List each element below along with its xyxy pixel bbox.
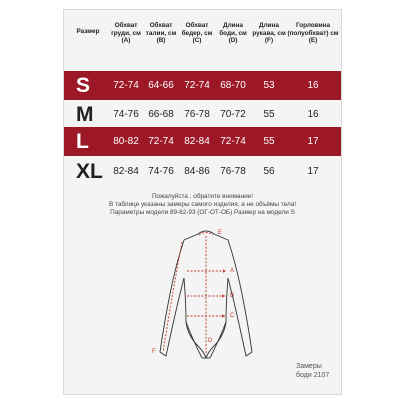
label-c: C	[230, 313, 235, 319]
note-attention: Пожалуйста , обратите внимание!	[151, 193, 254, 200]
header-size: Размер	[76, 28, 100, 35]
caption-line2: боди 2107	[296, 372, 330, 379]
cell-sleeve-length: 56	[263, 166, 275, 177]
cell-hips: 72-74	[184, 80, 210, 91]
note-model-parameters: Параметры модели 89-62-93 (ОГ-ОТ-ОБ) Размер на модели S	[110, 209, 295, 216]
header-chest: Обхват груди, см (A)	[111, 22, 141, 45]
table-row	[64, 100, 341, 129]
cell-neckline: 16	[307, 80, 319, 91]
label-d: D	[208, 338, 213, 344]
cell-neckline: 17	[307, 166, 319, 177]
bodysuit-outline-icon	[146, 224, 320, 374]
cell-waist: 66-68	[148, 109, 174, 120]
table-row	[64, 127, 341, 156]
header-sleeve-length: Длина рукава, см (F)	[252, 22, 286, 45]
label-f: F	[152, 349, 156, 355]
cell-body-length: 72-74	[220, 136, 246, 147]
cell-sleeve-length: 55	[263, 136, 275, 147]
size-label: L	[76, 130, 89, 153]
header-waist: Обхват талии, см (B)	[145, 22, 177, 45]
label-b: B	[230, 293, 235, 299]
cell-chest: 74-76	[113, 109, 139, 120]
caption-line1: Замеры	[296, 363, 322, 370]
cell-hips: 76-78	[184, 109, 210, 120]
cell-sleeve-length: 53	[263, 80, 275, 91]
size-label: XL	[76, 160, 103, 183]
cell-body-length: 70-72	[220, 109, 246, 120]
label-a: A	[230, 268, 235, 274]
cell-chest: 72-74	[113, 80, 139, 91]
table-row	[64, 71, 341, 100]
diagram-caption	[296, 362, 329, 380]
header-neckline: Горловина (полуобхват) см (E)	[287, 22, 339, 45]
cell-waist: 74-76	[148, 166, 174, 177]
header-body-length: Длина боди, см (D)	[219, 22, 247, 45]
cell-neckline: 17	[307, 136, 319, 147]
cell-neckline: 16	[307, 109, 319, 120]
size-label: M	[76, 103, 94, 126]
cell-hips: 84-86	[184, 166, 210, 177]
cell-body-length: 68-70	[220, 80, 246, 91]
cell-waist: 72-74	[148, 136, 174, 147]
header-hips: Обхват бедер, см (C)	[181, 22, 213, 45]
cell-chest: 80-82	[113, 136, 139, 147]
cell-waist: 64-66	[148, 80, 174, 91]
size-label: S	[76, 74, 91, 97]
size-chart-card	[63, 9, 342, 395]
bodysuit-diagram	[146, 224, 320, 374]
cell-hips: 82-84	[184, 136, 210, 147]
label-e: E	[218, 230, 223, 236]
note-product-measurements: В таблице указаны замеры самого изделия, а не объёмы тела!	[108, 201, 297, 208]
table-row	[64, 157, 341, 186]
cell-body-length: 76-78	[220, 166, 246, 177]
cell-chest: 82-84	[113, 166, 139, 177]
cell-sleeve-length: 55	[263, 109, 275, 120]
